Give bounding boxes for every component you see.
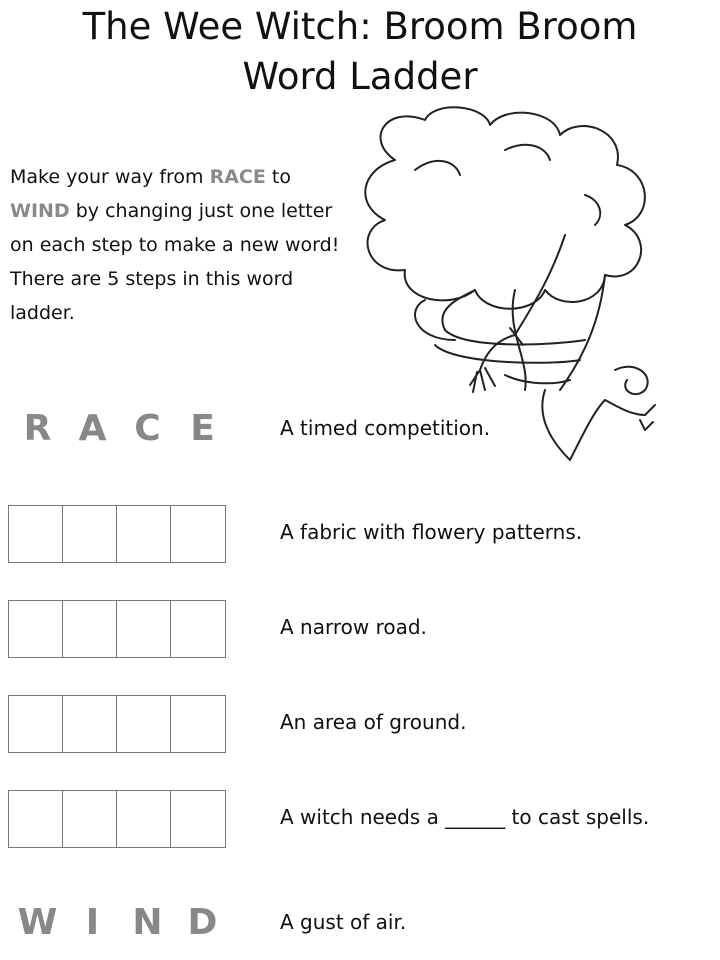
step-4-boxes (8, 790, 226, 848)
start-word (10, 398, 230, 458)
letter-box[interactable] (171, 506, 225, 562)
title-line-2: Word Ladder (242, 55, 478, 98)
end-letter-1: W (17, 901, 58, 943)
cloud-icon (365, 107, 645, 308)
letter-box[interactable] (117, 696, 171, 752)
letter-box[interactable] (171, 696, 225, 752)
worksheet-title (0, 2, 720, 102)
letter-box[interactable] (171, 601, 225, 657)
letter-box[interactable] (171, 791, 225, 847)
letter-box[interactable] (63, 506, 117, 562)
title-line-1: The Wee Witch: Broom Broom (82, 5, 638, 48)
instructions-part-1: Make your way from (10, 166, 210, 188)
ladder-step-2 (0, 597, 720, 657)
step-2-clue: A narrow road. (280, 615, 427, 639)
tornado-icon (415, 275, 605, 390)
start-letter-1: R (23, 407, 52, 449)
start-letter-3: C (134, 407, 161, 449)
letter-box[interactable] (63, 791, 117, 847)
letter-box[interactable] (9, 696, 63, 752)
end-letter-3: N (132, 901, 163, 943)
end-word-highlight: WIND (10, 200, 70, 222)
start-word-highlight: RACE (209, 166, 266, 188)
start-letter-2: A (78, 407, 107, 449)
end-clue: A gust of air. (280, 910, 407, 934)
letter-box[interactable] (117, 791, 171, 847)
letter-box[interactable] (9, 601, 63, 657)
step-1-boxes (8, 505, 226, 563)
letter-box[interactable] (9, 791, 63, 847)
letter-box[interactable] (63, 601, 117, 657)
step-1-clue: A fabric with flowery patterns. (280, 520, 583, 544)
letter-box[interactable] (117, 601, 171, 657)
ladder-step-1 (0, 502, 720, 562)
step-3-boxes (8, 695, 226, 753)
step-3-clue: An area of ground. (280, 710, 467, 734)
ladder-step-4 (0, 787, 720, 847)
ladder-start-row (0, 398, 720, 458)
instructions (10, 160, 340, 330)
step-4-clue: A witch needs a ______ to cast spells. (280, 805, 650, 829)
broom-icon (470, 235, 565, 392)
instructions-part-3: by changing just one letter on each step to make a new word! There are 5 steps in this word ladder. (10, 200, 340, 324)
ladder-end-row (0, 892, 720, 952)
step-2-boxes (8, 600, 226, 658)
end-letter-2: I (85, 901, 100, 943)
end-word (10, 892, 230, 952)
letter-box[interactable] (117, 506, 171, 562)
start-clue: A timed competition. (280, 416, 491, 440)
letter-box[interactable] (63, 696, 117, 752)
ladder-step-3 (0, 692, 720, 752)
letter-box[interactable] (9, 506, 63, 562)
end-letter-4: D (187, 901, 218, 943)
start-letter-4: E (190, 407, 215, 449)
instructions-part-2: to (265, 166, 291, 188)
